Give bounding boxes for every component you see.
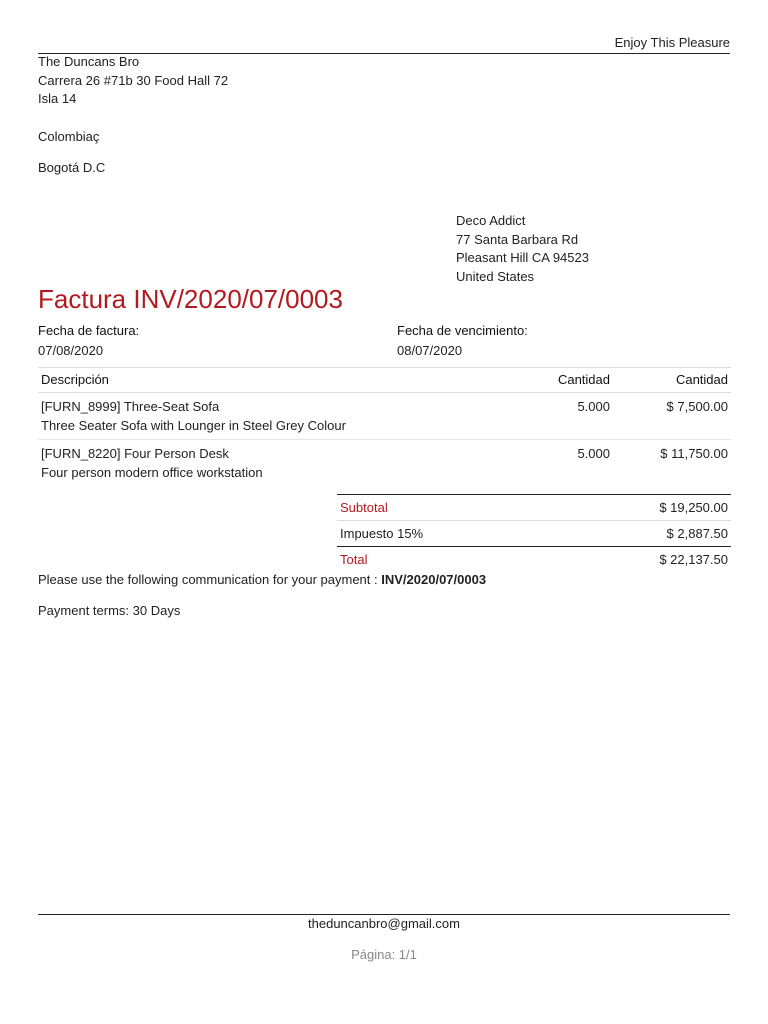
customer-country: United States [456,269,535,285]
page-number: Página: 1/1 [351,947,417,962]
company-address [38,53,228,178]
header-tagline: Enjoy This Pleasure [614,35,730,50]
line-amount: $ 11,750.00 [660,446,728,461]
line-quantity: 5.000 [518,393,613,440]
totals-table [337,494,731,572]
company-street: Carrera 26 #71b 30 Food Hall 72 [38,72,229,88]
line-description-cell [38,440,518,487]
payment-communication-text: Please use the following communication for your payment : [38,572,378,587]
total-label: Total [340,552,368,567]
tax-row [337,521,731,547]
payment-communication [38,572,486,587]
tax-amount: $ 2,887.50 [551,521,731,547]
line-product: [FURN_8220] Four Person Desk [41,446,229,461]
subtotal-amount: $ 19,250.00 [551,495,731,521]
invoice-date-value: 07/08/2020 [38,343,104,358]
column-header-quantity: Cantidad [518,368,613,393]
due-date-value: 08/07/2020 [397,343,463,358]
footer-email: theduncanbro@gmail.com [308,916,460,931]
tax-label: Impuesto 15% [337,521,551,547]
invoice-date-label: Fecha de factura: [38,323,140,338]
payment-terms: Payment terms: 30 Days [38,603,181,618]
customer-address [456,212,589,287]
invoice-lines-table [38,367,731,486]
company-street2: Isla 14 [38,91,77,107]
due-date-label: Fecha de vencimiento: [397,323,528,338]
invoice-title: Factura INV/2020/07/0003 [38,284,343,314]
customer-city-line: Pleasant Hill CA 94523 [456,250,589,266]
company-name: The Duncans Bro [38,54,140,69]
table-row [38,440,731,487]
customer-street: 77 Santa Barbara Rd [456,231,579,247]
company-country: Colombiaç [38,129,100,145]
subtotal-label: Subtotal [337,495,551,521]
line-product: [FURN_8999] Three-Seat Sofa [41,399,220,414]
company-city: Bogotá D.C [38,159,106,175]
customer-name: Deco Addict [456,213,526,228]
table-header-row [38,368,731,393]
subtotal-row [337,495,731,521]
payment-reference: INV/2020/07/0003 [381,572,487,587]
invoice-date-block [38,323,139,358]
line-description: Three Seater Sofa with Lounger in Steel Grey Colour [41,418,346,433]
column-header-amount: Cantidad [613,368,731,393]
line-amount: $ 7,500.00 [613,393,731,440]
total-amount: $ 22,137.50 [659,552,728,567]
line-description-cell [38,393,518,440]
column-header-description: Descripción [38,368,518,393]
line-description: Four person modern office workstation [41,465,263,480]
table-row [38,393,731,440]
due-date-block [397,323,528,358]
footer-divider [38,914,730,915]
line-quantity: 5.000 [577,446,610,461]
total-row [337,547,731,573]
